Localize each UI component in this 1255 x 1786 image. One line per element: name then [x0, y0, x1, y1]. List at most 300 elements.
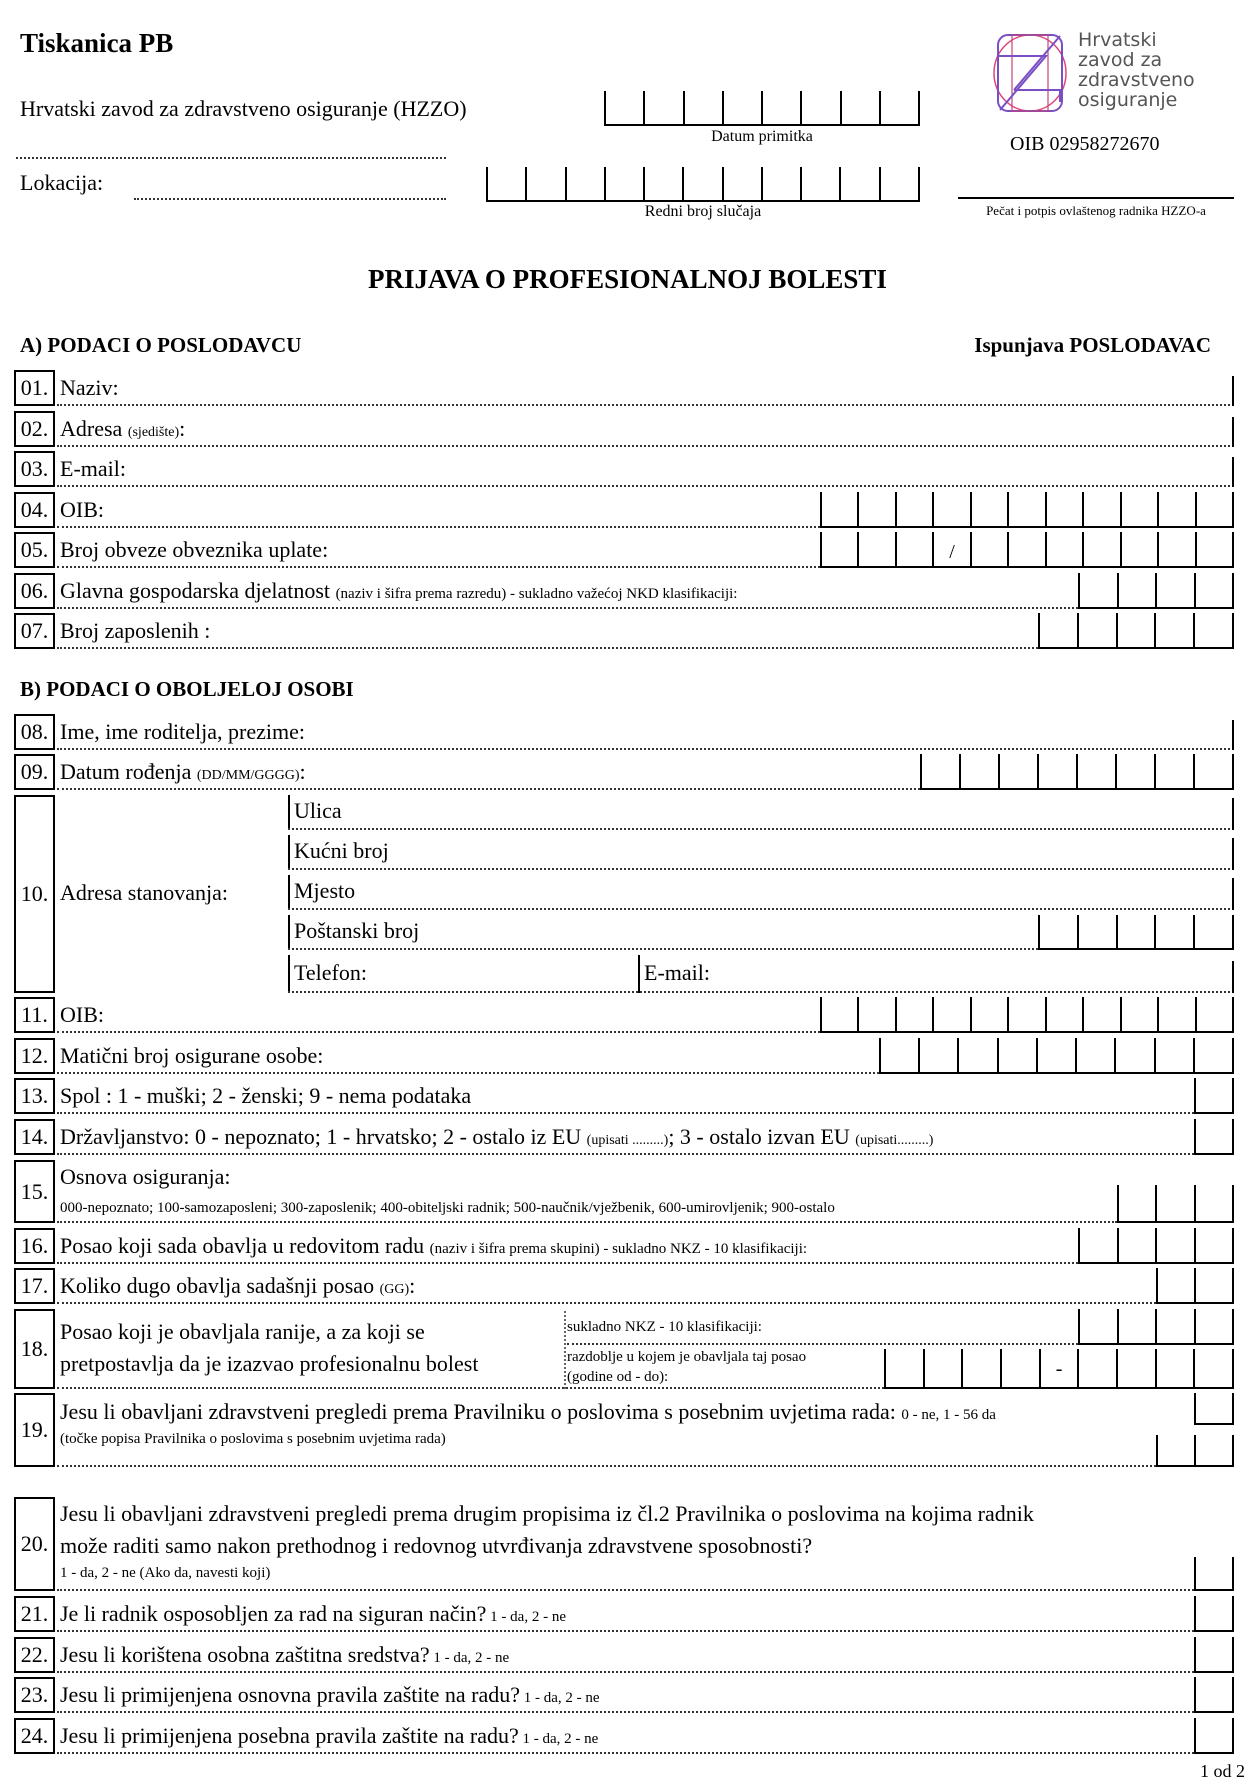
drugi-propisi-box[interactable]	[1194, 1557, 1234, 1591]
digit-box[interactable]	[1000, 1349, 1039, 1387]
field-row-01	[14, 370, 1234, 406]
field-label-line2: pretpostavlja da je izazvao profesionalnu bolest	[60, 1351, 479, 1376]
sub-field-bar	[288, 875, 290, 910]
dotted-line	[57, 1465, 1156, 1467]
digit-box[interactable]	[1157, 532, 1194, 566]
field-label	[60, 1601, 566, 1627]
label-note: (DD/MM/GGGG)	[196, 768, 300, 783]
digit-box[interactable]	[1194, 1637, 1234, 1671]
digit-box[interactable]	[761, 167, 800, 200]
field-row-05	[14, 532, 1234, 568]
digit-box[interactable]	[1076, 754, 1115, 788]
field-row-19	[14, 1393, 1234, 1467]
digit-box[interactable]	[959, 754, 998, 788]
sub-field-bar	[638, 955, 640, 993]
hzzo-oib: OIB 02958272670	[1010, 133, 1160, 155]
digit-box[interactable]	[1078, 1309, 1117, 1343]
digit-box[interactable]	[1155, 1185, 1193, 1221]
digit-box[interactable]	[1194, 573, 1235, 607]
field-number: 01.	[14, 370, 55, 406]
digit-box[interactable]	[1194, 1596, 1234, 1630]
label-note: (sjedište)	[127, 425, 180, 440]
redni-broj-boxes[interactable]	[486, 167, 920, 202]
dotted-line	[57, 1031, 820, 1033]
sub-field-bar	[288, 915, 290, 950]
digit-box[interactable]	[820, 492, 857, 526]
digit-box[interactable]	[1117, 1228, 1156, 1262]
nkd-boxes[interactable]	[1078, 573, 1234, 609]
dotted-line	[57, 1752, 1194, 1754]
digit-box[interactable]	[1156, 1435, 1194, 1465]
digit-box[interactable]	[879, 167, 920, 200]
label-options: 1 - da, 2 - ne	[429, 1650, 510, 1666]
digit-box[interactable]	[1195, 997, 1234, 1031]
field-row-10	[14, 795, 1234, 993]
field-end-bar	[1232, 417, 1234, 447]
digit-box[interactable]	[1082, 997, 1119, 1031]
sub-field-bar	[288, 795, 290, 830]
digit-box[interactable]	[857, 532, 894, 566]
digit-box[interactable]	[1194, 1393, 1234, 1423]
osposobljen-box[interactable]	[1194, 1596, 1234, 1632]
institution-dotted-line	[16, 157, 446, 159]
field-end-bar	[1232, 798, 1234, 830]
label-text: ; 3 - ostalo izvan EU	[668, 1124, 856, 1149]
field-label: Ime, ime roditelja, prezime:	[60, 719, 305, 744]
telefon-email-input[interactable]	[288, 991, 1234, 993]
digit-box[interactable]	[1116, 1349, 1155, 1387]
digit-box[interactable]	[1077, 613, 1116, 647]
section-b-title: B) PODACI O OBOLJELOJ OSOBI	[20, 677, 354, 701]
broj-obveze-boxes[interactable]	[820, 532, 1234, 568]
field-row-08	[14, 714, 1234, 750]
digit-box[interactable]	[1157, 492, 1194, 526]
digit-box[interactable]	[970, 997, 1007, 1031]
section-a-title: A) PODACI O POSLODAVCU	[20, 333, 302, 357]
digit-box[interactable]	[879, 1038, 918, 1072]
dotted-line	[57, 1112, 1194, 1114]
digit-box[interactable]	[1120, 492, 1157, 526]
dotted-line	[57, 1711, 1194, 1713]
digit-box[interactable]	[1045, 492, 1082, 526]
period-label-line2: (godine od - do):	[567, 1369, 669, 1385]
field-number: 14.	[14, 1119, 55, 1155]
field-row-23	[14, 1677, 1234, 1713]
dotted-line	[57, 1302, 1156, 1304]
label-options: 1 - da, 2 - ne	[486, 1609, 566, 1625]
digit-box[interactable]	[840, 91, 879, 124]
digit-box[interactable]	[1115, 754, 1154, 788]
dotted-divider	[564, 1311, 566, 1389]
digit-box[interactable]	[961, 1349, 1000, 1387]
label-suffix: :	[299, 759, 306, 784]
label-note: (upisati.........)	[855, 1133, 934, 1148]
digit-box[interactable]	[1155, 1309, 1194, 1343]
digit-box[interactable]	[1154, 915, 1193, 948]
label-text: Jesu li primijenjena posebna pravila zaštite na radu?	[60, 1723, 519, 1748]
digit-box[interactable]	[923, 1349, 962, 1387]
digit-box[interactable]	[1194, 1268, 1234, 1302]
label-note: (naziv i šifra prema skupini) - sukladno NKZ - 10 klasifikaciji:	[429, 1241, 808, 1257]
digit-box[interactable]	[1195, 492, 1234, 526]
digit-box[interactable]	[565, 167, 604, 200]
digit-box[interactable]	[1007, 492, 1044, 526]
field-number: 21.	[14, 1596, 55, 1632]
field-number: 18.	[14, 1309, 55, 1389]
posebna-pravila-box[interactable]	[1194, 1718, 1234, 1754]
logo-line: zavod za	[1078, 49, 1163, 71]
field-label: Osnova osiguranja:	[60, 1164, 231, 1189]
field-end-bar	[1232, 838, 1234, 870]
field-label	[60, 416, 185, 442]
field-row-21	[14, 1596, 1234, 1632]
digit-box[interactable]	[1194, 1228, 1235, 1262]
label-text: Jesu li primijenjena osnovna pravila zaštite na radu?	[60, 1682, 521, 1707]
digit-box[interactable]	[1045, 997, 1082, 1031]
field-number: 10.	[14, 795, 55, 993]
digit-box[interactable]	[1194, 1718, 1234, 1752]
raniji-posao-nkz-boxes[interactable]	[1078, 1309, 1234, 1345]
field-label	[60, 1124, 933, 1150]
digit-box[interactable]	[800, 91, 839, 124]
dotted-line	[57, 647, 1038, 649]
digit-box[interactable]	[1117, 573, 1156, 607]
digit-box[interactable]	[1077, 915, 1116, 948]
label-options: 0 - ne, 1 - 56 da	[901, 1407, 996, 1423]
digit-box[interactable]	[486, 167, 525, 200]
field-row-06	[14, 573, 1234, 609]
digit-box[interactable]	[1194, 1119, 1234, 1153]
digit-box[interactable]	[1082, 532, 1119, 566]
field-row-11	[14, 997, 1234, 1033]
digit-box[interactable]	[820, 997, 857, 1031]
digit-box[interactable]	[1116, 915, 1155, 948]
label-text: Državljanstvo: 0 - nepoznato; 1 - hrvatsko; 2 - ostalo iz EU	[60, 1124, 587, 1149]
dotted-line	[57, 1072, 879, 1074]
dotted-line	[57, 1387, 884, 1389]
separator-box	[932, 532, 969, 566]
mjesto-input[interactable]	[288, 908, 1234, 910]
digit-box[interactable]	[1117, 1185, 1155, 1221]
field-end-bar	[1232, 878, 1234, 910]
field-number: 17.	[14, 1268, 55, 1304]
digit-box[interactable]	[1038, 613, 1077, 647]
field-label	[60, 1723, 598, 1749]
field-label	[60, 1273, 415, 1299]
field-label-line1: Jesu li obavljani zdravstveni pregledi prema drugim propisima iz čl.2 Pravilnika o poslovima na kojima radnik	[60, 1501, 1034, 1526]
digit-box[interactable]	[1155, 1228, 1194, 1262]
field-number: 03.	[14, 451, 55, 487]
field-label: Broj obveze obveznika uplate:	[60, 537, 329, 562]
redni-broj-caption: Redni broj slučaja	[644, 203, 762, 220]
hzzo-logo-icon	[992, 32, 1068, 114]
digit-box[interactable]	[1193, 1349, 1234, 1387]
digit-box[interactable]	[998, 754, 1037, 788]
digit-box[interactable]	[879, 91, 920, 124]
dotted-line	[57, 607, 1078, 609]
digit-box[interactable]	[643, 91, 682, 124]
dash-separator: -	[1055, 1358, 1063, 1380]
field-number: 06.	[14, 573, 55, 609]
drzavljanstvo-box[interactable]	[1194, 1119, 1234, 1155]
digit-box[interactable]	[1045, 532, 1082, 566]
field-number: 24.	[14, 1718, 55, 1754]
field-label: OIB:	[60, 497, 104, 522]
digit-box[interactable]	[970, 492, 1007, 526]
digit-box[interactable]	[884, 1349, 923, 1387]
digit-box[interactable]	[1156, 1268, 1194, 1302]
period-boxes[interactable]	[884, 1349, 1234, 1389]
field-number: 09.	[14, 754, 55, 790]
field-number: 20.	[14, 1497, 55, 1591]
ulica-input[interactable]	[288, 828, 1234, 830]
field-label	[60, 1233, 807, 1259]
field-row-16	[14, 1228, 1234, 1264]
digit-box[interactable]	[839, 167, 878, 200]
dotted-line	[57, 1671, 1194, 1673]
datum-primitka-caption: Datum primitka	[711, 128, 813, 145]
label-note: (GG)	[379, 1282, 410, 1297]
oib-boxes[interactable]	[820, 492, 1234, 528]
field-number: 05.	[14, 532, 55, 568]
digit-box[interactable]	[820, 532, 857, 566]
digit-box[interactable]	[683, 91, 722, 124]
dotted-line	[57, 1221, 1117, 1223]
digit-box[interactable]	[643, 167, 682, 200]
adresa-input[interactable]	[57, 445, 1234, 447]
digit-box[interactable]	[1154, 613, 1193, 647]
digit-box[interactable]	[1007, 997, 1044, 1031]
email-input[interactable]	[57, 485, 1234, 487]
zastitna-sredstva-box[interactable]	[1194, 1637, 1234, 1673]
osnovna-pravila-box[interactable]	[1194, 1677, 1234, 1713]
postanski-broj-boxes[interactable]	[1038, 915, 1234, 950]
digit-box[interactable]	[895, 532, 932, 566]
digit-box[interactable]	[1194, 1078, 1234, 1112]
field-end-bar	[1232, 457, 1234, 487]
field-row-04	[14, 492, 1234, 528]
nkz-label: sukladno NKZ - 10 klasifikaciji:	[567, 1319, 762, 1335]
digit-box[interactable]	[722, 167, 761, 200]
digit-box[interactable]	[1155, 573, 1194, 607]
field-options: 1 - da, 2 - ne (Ako da, navesti koji)	[60, 1565, 271, 1581]
dotted-line	[57, 1262, 1078, 1264]
field-end-bar	[1232, 961, 1234, 993]
institution-name: Hrvatski zavod za zdravstveno osiguranje (HZZO)	[20, 96, 467, 121]
field-number: 08.	[14, 714, 55, 750]
field-label	[60, 578, 737, 604]
digit-box[interactable]	[1155, 1349, 1194, 1387]
telefon-label: Telefon:	[294, 960, 367, 985]
osnova-boxes[interactable]	[1117, 1185, 1234, 1223]
field-number: 02.	[14, 411, 55, 447]
digit-box[interactable]	[1078, 573, 1117, 607]
digit-box[interactable]	[895, 997, 932, 1031]
stamp-signature-line[interactable]	[958, 197, 1234, 199]
filled-by-label: Ispunjava POSLODAVAC	[974, 333, 1211, 357]
digit-box[interactable]	[997, 1038, 1036, 1072]
sub-field-bar	[288, 955, 290, 993]
field-label: Broj zaposlenih :	[60, 618, 211, 643]
field-number: 16.	[14, 1228, 55, 1264]
digit-box[interactable]	[1120, 997, 1157, 1031]
lokacija-input[interactable]	[134, 198, 446, 200]
digit-box[interactable]	[1117, 1309, 1156, 1343]
digit-box[interactable]	[932, 492, 969, 526]
label-text: Adresa	[60, 416, 123, 441]
field-number: 19.	[14, 1393, 55, 1467]
field-label	[60, 1642, 509, 1668]
digit-box[interactable]	[895, 492, 932, 526]
digit-box[interactable]	[1193, 1038, 1234, 1072]
digit-box[interactable]	[957, 1038, 996, 1072]
digit-box[interactable]	[1007, 532, 1044, 566]
spol-box[interactable]	[1194, 1078, 1234, 1114]
slash-separator: /	[949, 541, 955, 563]
posao-nkz-boxes[interactable]	[1078, 1228, 1234, 1264]
field-note: (točke popisa Pravilnika o poslovima s posebnim uvjetima rada)	[60, 1431, 446, 1447]
field-row-09	[14, 754, 1234, 790]
field-row-17	[14, 1268, 1234, 1304]
dotted-line	[567, 1343, 1078, 1345]
digit-box[interactable]	[857, 997, 894, 1031]
field-label	[60, 1399, 996, 1425]
koliko-dugo-boxes[interactable]	[1156, 1268, 1234, 1304]
digit-box[interactable]	[1154, 1038, 1193, 1072]
field-row-22	[14, 1637, 1234, 1673]
separator-box	[1039, 1349, 1078, 1387]
digit-box[interactable]	[800, 167, 839, 200]
label-options: 1 - da, 2 - ne	[520, 1690, 600, 1706]
field-number: 11.	[14, 997, 55, 1033]
field-label: Naziv:	[60, 375, 119, 400]
digit-box[interactable]	[1120, 532, 1157, 566]
field-row-12	[14, 1038, 1234, 1074]
sub-field-bar	[288, 835, 290, 870]
digit-box[interactable]	[1082, 492, 1119, 526]
digit-box[interactable]	[1194, 1185, 1234, 1221]
digit-box[interactable]	[525, 167, 564, 200]
field-number: 22.	[14, 1637, 55, 1673]
osnova-options: 000-nepoznato; 100-samozaposleni; 300-zaposlenik; 400-obiteljski radnik; 500-naučnik/vježbenik, 600-umirovljenik; 900-ostalo	[60, 1200, 835, 1216]
digit-box[interactable]	[722, 91, 761, 124]
digit-box[interactable]	[682, 167, 721, 200]
digit-box[interactable]	[1193, 915, 1234, 948]
digit-box[interactable]	[1038, 915, 1077, 948]
tocke-popisa-boxes[interactable]	[1156, 1435, 1234, 1467]
field-label-line2: može raditi samo nakon prethodnog i redovnog utvrđivanja zdravstvene sposobnosti?	[60, 1533, 813, 1558]
digit-box[interactable]	[918, 1038, 957, 1072]
digit-box[interactable]	[1157, 997, 1194, 1031]
digit-box[interactable]	[970, 532, 1007, 566]
digit-box[interactable]	[1193, 754, 1234, 788]
dotted-line	[57, 526, 820, 528]
digit-box[interactable]	[1036, 1038, 1075, 1072]
dotted-line	[288, 948, 1038, 950]
field-label	[60, 1682, 600, 1708]
label-suffix: :	[179, 416, 186, 441]
digit-box[interactable]	[1194, 1309, 1235, 1343]
kucni-broj-input[interactable]	[288, 868, 1234, 870]
period-label-line1: razdoblje u kojem je obavljala taj posao	[567, 1349, 807, 1365]
label-text: Jesu li korištena osobna zaštitna sredstva?	[60, 1642, 430, 1667]
digit-box[interactable]	[604, 167, 643, 200]
digit-box[interactable]	[1193, 613, 1234, 647]
logo-text	[1078, 30, 1195, 110]
field-end-bar	[1232, 376, 1234, 406]
field-row-13	[14, 1078, 1234, 1114]
stamp-caption: Pečat i potpis ovlaštenog radnika HZZO-a	[986, 203, 1206, 218]
digit-box[interactable]	[761, 91, 800, 124]
label-text: Je li radnik osposobljen za rad na siguran način?	[60, 1601, 487, 1626]
digit-box[interactable]	[932, 997, 969, 1031]
digit-box[interactable]	[1194, 1677, 1234, 1711]
datum-rodenja-boxes[interactable]	[920, 754, 1234, 790]
field-row-02	[14, 411, 1234, 447]
digit-box[interactable]	[1075, 1038, 1114, 1072]
label-options: 1 - da, 2 - ne	[518, 1731, 599, 1747]
field-row-24	[14, 1718, 1234, 1754]
digit-box[interactable]	[1194, 1435, 1234, 1465]
field-row-20	[14, 1497, 1234, 1591]
digit-box[interactable]	[1116, 613, 1155, 647]
logo-line: osiguranje	[1078, 89, 1178, 111]
kucni-broj-label: Kućni broj	[294, 838, 389, 863]
digit-box[interactable]	[920, 754, 959, 788]
field-label: Adresa stanovanja:	[60, 880, 228, 905]
label-text: Jesu li obavljani zdravstveni pregledi prema Pravilniku o poslovima s posebnim uvjetima rada:	[60, 1399, 896, 1424]
digit-box[interactable]	[1077, 1349, 1116, 1387]
digit-box[interactable]	[1078, 1228, 1117, 1262]
digit-box[interactable]	[857, 492, 894, 526]
label-text: Glavna gospodarska djelatnost	[60, 578, 331, 603]
field-number: 07.	[14, 613, 55, 649]
label-note: (upisati .........)	[586, 1133, 669, 1148]
dotted-line	[57, 1153, 1194, 1155]
field-label: OIB:	[60, 1002, 104, 1027]
field-end-bar	[1232, 720, 1234, 750]
lokacija-label: Lokacija:	[20, 170, 104, 195]
page-number: 1 od 2	[1200, 1761, 1245, 1781]
digit-box[interactable]	[1194, 1557, 1234, 1589]
email-label: E-mail:	[644, 960, 710, 985]
digit-box[interactable]	[1037, 754, 1076, 788]
digit-box[interactable]	[1195, 532, 1234, 566]
datum-primitka-boxes[interactable]	[604, 91, 920, 126]
pregledi-pravilnik-box[interactable]	[1194, 1393, 1234, 1425]
field-label-line1: Posao koji je obavljala ranije, a za koji se	[60, 1319, 425, 1344]
digit-box[interactable]	[1154, 754, 1193, 788]
field-number: 23.	[14, 1677, 55, 1713]
field-row-18	[14, 1309, 1234, 1389]
naziv-input[interactable]	[57, 404, 1234, 406]
ime-prezime-input[interactable]	[57, 748, 1234, 750]
digit-box[interactable]	[1114, 1038, 1153, 1072]
field-row-15	[14, 1160, 1234, 1223]
ulica-label: Ulica	[294, 798, 342, 823]
broj-zaposlenih-boxes[interactable]	[1038, 613, 1234, 649]
label-text: Posao koji sada obavlja u redovitom radu	[60, 1233, 425, 1258]
label-note: (naziv i šifra prema razredu) - sukladno važećoj NKD klasifikaciji:	[335, 586, 738, 602]
label-suffix: :	[409, 1273, 416, 1298]
digit-box[interactable]	[604, 91, 643, 124]
oib-osobe-boxes[interactable]	[820, 997, 1234, 1033]
field-row-07	[14, 613, 1234, 649]
field-number: 13.	[14, 1078, 55, 1114]
maticni-broj-boxes[interactable]	[879, 1038, 1234, 1074]
field-label	[60, 759, 306, 785]
label-text: Koliko dugo obavlja sadašnji posao	[60, 1273, 375, 1298]
